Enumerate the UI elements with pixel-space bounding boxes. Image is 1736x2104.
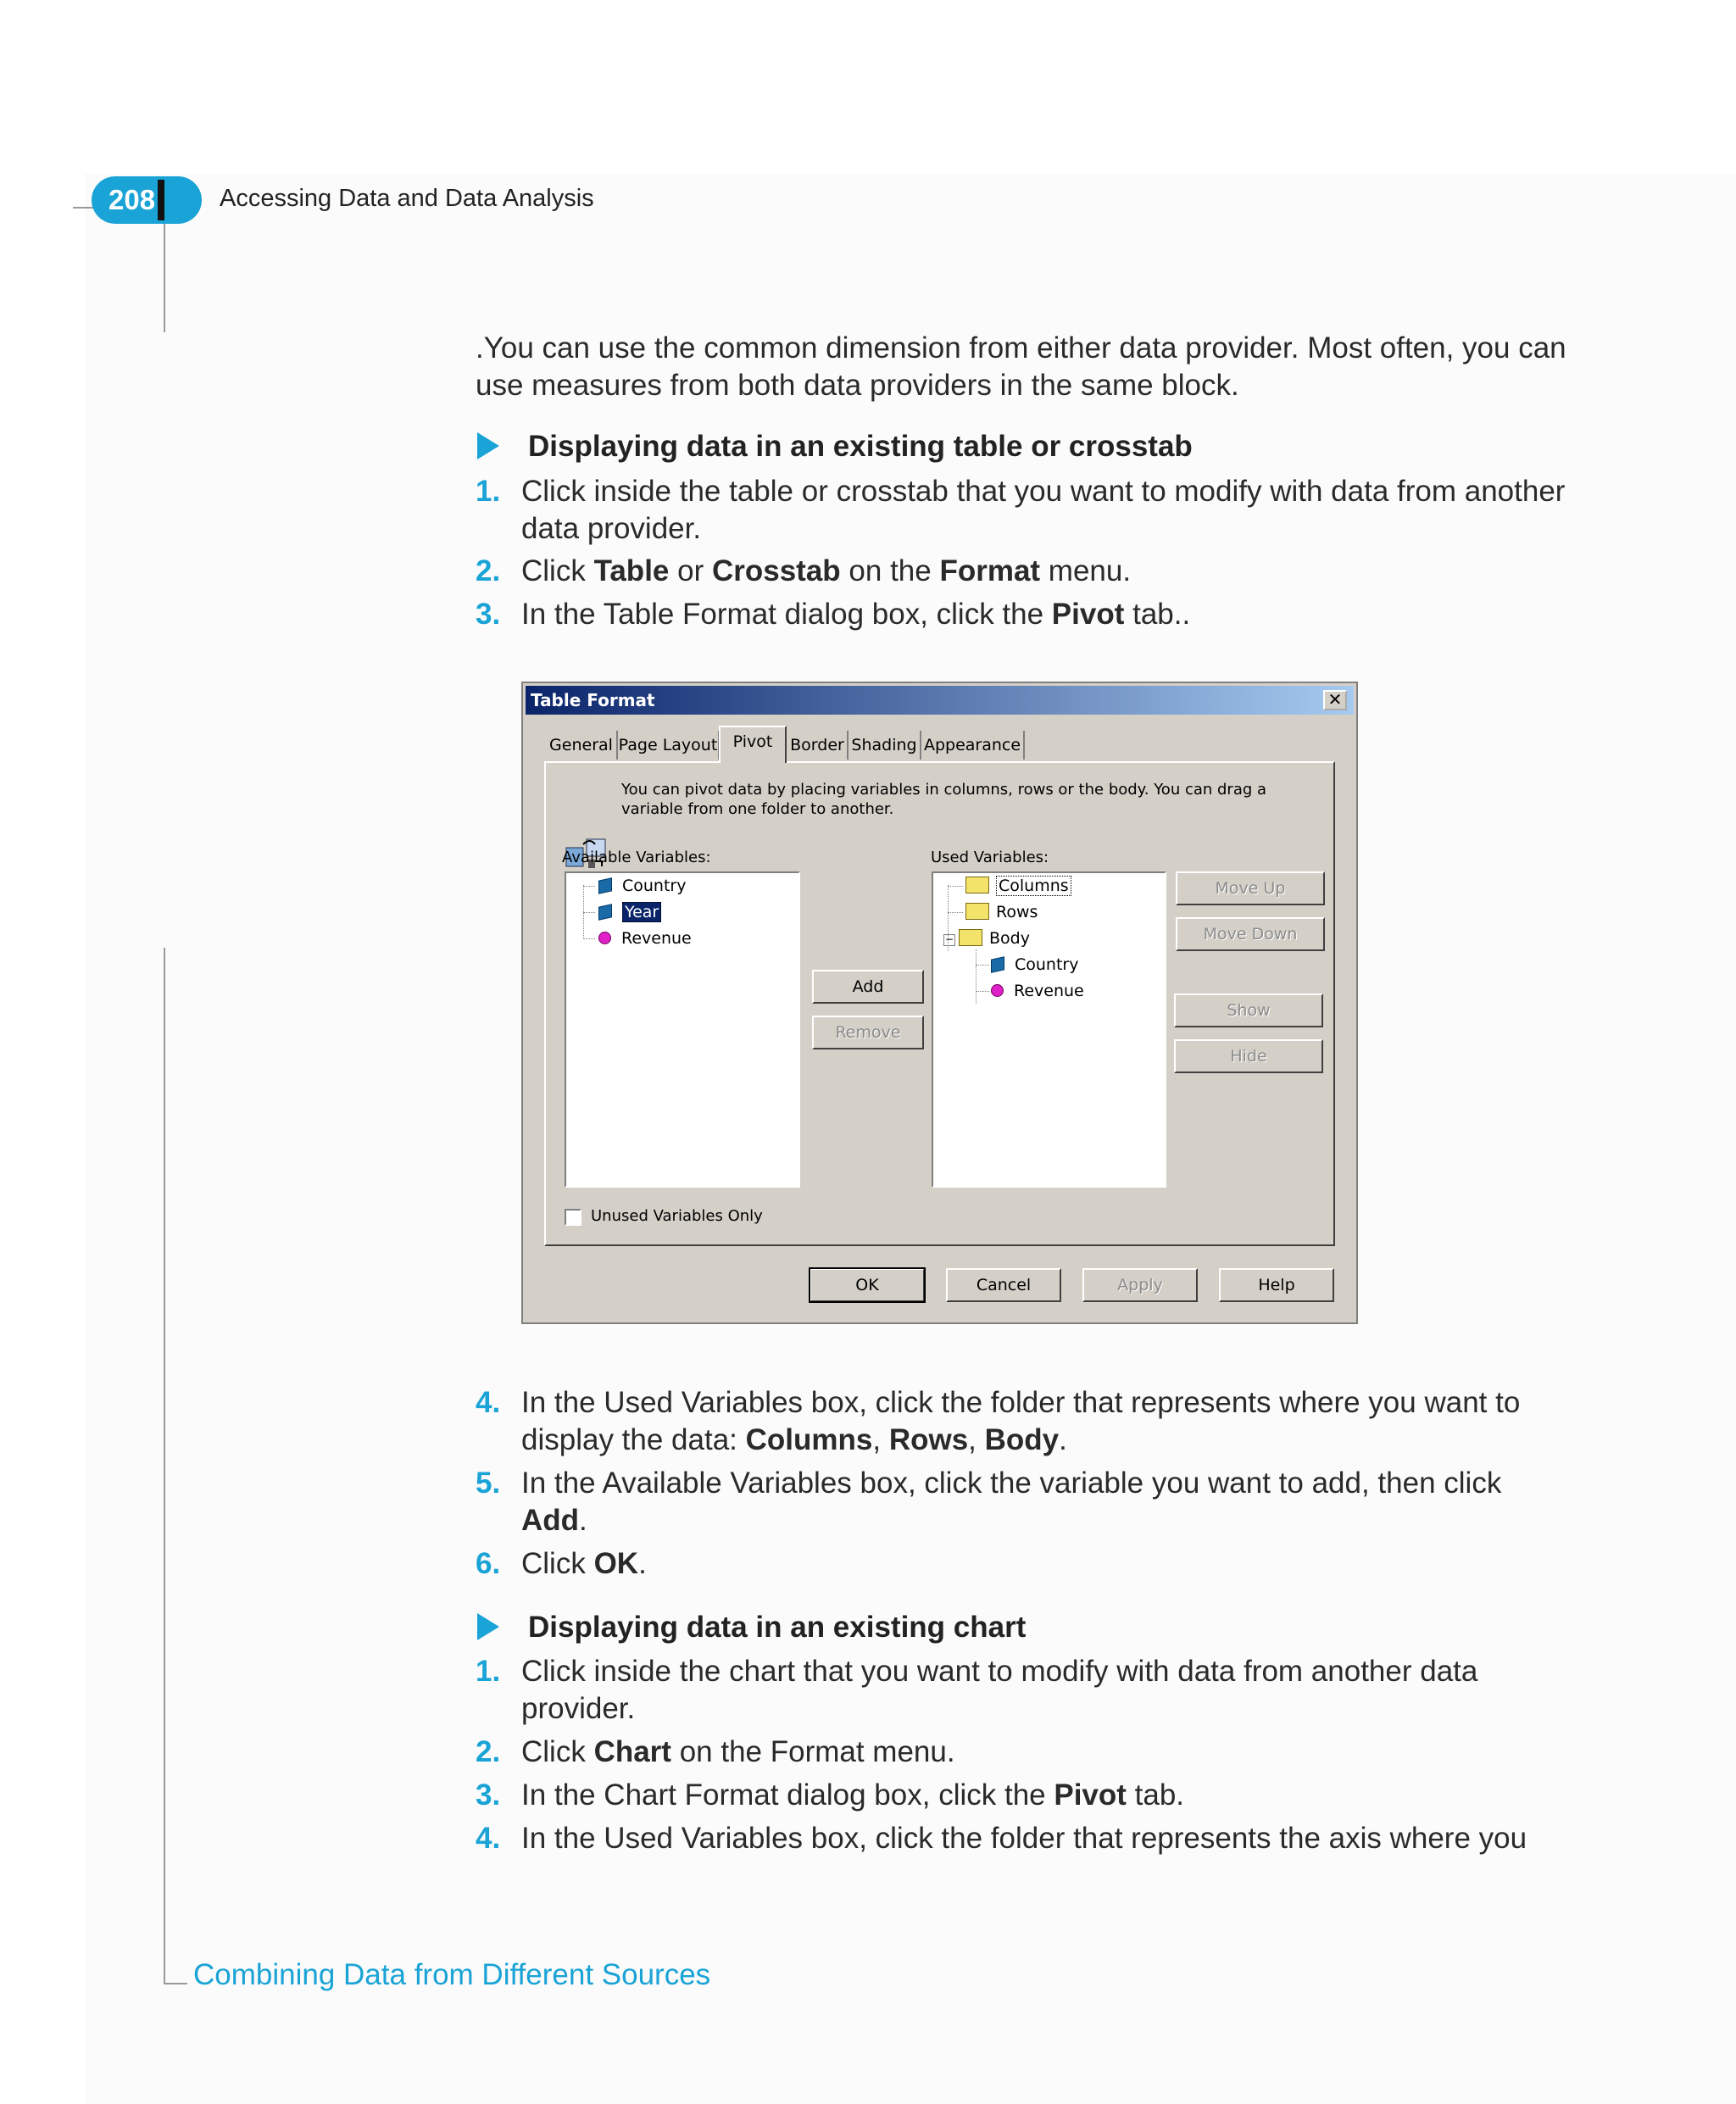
page-number-badge bbox=[92, 176, 202, 224]
step: 3. In the Table Format dialog box, click the Pivot tab.. bbox=[476, 598, 1191, 631]
margin-rule-bottom bbox=[164, 948, 165, 1984]
unused-variables-label: Unused Variables Only bbox=[591, 1207, 763, 1225]
dimension-icon bbox=[598, 904, 612, 920]
hide-button[interactable]: Hide bbox=[1174, 1039, 1323, 1073]
available-item-revenue[interactable]: Revenue bbox=[598, 927, 692, 949]
measure-icon bbox=[598, 932, 611, 944]
add-button[interactable]: Add bbox=[812, 970, 924, 1004]
pivot-info-text: You can pivot data by placing variables in columns, rows or the body. You can drag a variable from one folder to another. bbox=[621, 781, 1267, 818]
badge-bar bbox=[158, 180, 164, 220]
open-folder-icon bbox=[959, 929, 982, 946]
tab-page-layout[interactable]: Page Layout bbox=[618, 731, 720, 760]
step: 2. Click Chart on the Format menu. bbox=[476, 1735, 955, 1768]
table-format-dialog bbox=[521, 682, 1358, 1324]
used-folder-rows[interactable]: Rows bbox=[965, 901, 1038, 923]
apply-button[interactable]: Apply bbox=[1082, 1268, 1198, 1302]
page-number: 208 bbox=[108, 184, 156, 215]
move-up-button[interactable]: Move Up bbox=[1176, 871, 1325, 905]
section-heading-chart: Displaying data in an existing chart bbox=[477, 1611, 1026, 1645]
intro-paragraph: .You can use the common dimension from either data provider. Most often, you can use measures from both data providers in the same block. bbox=[476, 331, 1566, 402]
folder-icon bbox=[965, 877, 989, 893]
unused-variables-checkbox[interactable] bbox=[565, 1209, 581, 1226]
running-head: Accessing Data and Data Analysis bbox=[220, 185, 594, 212]
dimension-icon bbox=[598, 877, 612, 893]
available-variables-list[interactable] bbox=[565, 871, 800, 1188]
triangle-bullet-icon bbox=[477, 1613, 499, 1640]
tree-line bbox=[948, 886, 963, 887]
tree-line bbox=[583, 886, 595, 887]
step: 3. In the Chart Format dialog box, click the Pivot tab. bbox=[476, 1778, 1185, 1812]
move-down-button[interactable]: Move Down bbox=[1176, 917, 1325, 951]
tab-pivot[interactable]: Pivot bbox=[719, 726, 787, 763]
tab-shading[interactable]: Shading bbox=[849, 731, 921, 760]
margin-rule-top bbox=[164, 209, 165, 332]
step: 1. Click inside the table or crosstab that you want to modify with data from another data provider. bbox=[476, 475, 1566, 545]
dimension-icon bbox=[991, 956, 1004, 972]
footer-rule bbox=[164, 1983, 187, 1984]
close-icon[interactable]: ✕ bbox=[1323, 690, 1347, 710]
used-variables-list[interactable] bbox=[932, 871, 1166, 1188]
show-button[interactable]: Show bbox=[1174, 994, 1323, 1027]
tree-line bbox=[583, 938, 595, 939]
tab-border[interactable]: Border bbox=[787, 731, 849, 760]
step: 1. Click inside the chart that you want to modify with data from another data provider. bbox=[476, 1655, 1478, 1725]
used-folder-body[interactable]: − Body bbox=[944, 929, 1030, 948]
section-heading-table: Displaying data in an existing table or crosstab bbox=[477, 430, 1193, 464]
dialog-titlebar bbox=[526, 686, 1354, 715]
used-item-revenue[interactable]: Revenue bbox=[991, 980, 1084, 1002]
tree-line bbox=[976, 991, 989, 992]
available-item-country[interactable]: Country bbox=[598, 875, 686, 897]
remove-button[interactable]: Remove bbox=[812, 1016, 924, 1049]
tree-line bbox=[948, 912, 963, 913]
step: 4. In the Used Variables box, click the folder that represents where you want to display the data: Columns, Rows, Body. bbox=[476, 1386, 1521, 1456]
tree-line bbox=[583, 912, 595, 913]
step: 4. In the Used Variables box, click the folder that represents the axis where you bbox=[476, 1822, 1527, 1855]
tree-line bbox=[976, 965, 989, 966]
used-folder-columns[interactable]: Columns bbox=[965, 875, 1071, 897]
folder-icon bbox=[965, 903, 989, 920]
measure-icon bbox=[991, 984, 1004, 997]
used-item-country[interactable]: Country bbox=[991, 954, 1078, 976]
tab-appearance[interactable]: Appearance bbox=[921, 731, 1025, 760]
step: 2. Click Table or Crosstab on the Format menu. bbox=[476, 554, 1132, 587]
available-item-year[interactable]: Year bbox=[598, 901, 661, 923]
step: 6. Click OK. bbox=[476, 1547, 647, 1580]
triangle-bullet-icon bbox=[477, 432, 499, 459]
tab-general[interactable]: General bbox=[546, 731, 618, 760]
used-variables-label: Used Variables: bbox=[931, 849, 1049, 866]
ok-button[interactable]: OK bbox=[810, 1268, 925, 1302]
help-button[interactable]: Help bbox=[1219, 1268, 1334, 1302]
available-variables-label: Available Variables: bbox=[562, 849, 711, 866]
cancel-button[interactable]: Cancel bbox=[946, 1268, 1061, 1302]
footer-title: Combining Data from Different Sources bbox=[193, 1958, 711, 1991]
step: 5. In the Available Variables box, click the variable you want to add, then click Add. bbox=[476, 1467, 1502, 1537]
dialog-title: Table Format bbox=[531, 690, 655, 710]
